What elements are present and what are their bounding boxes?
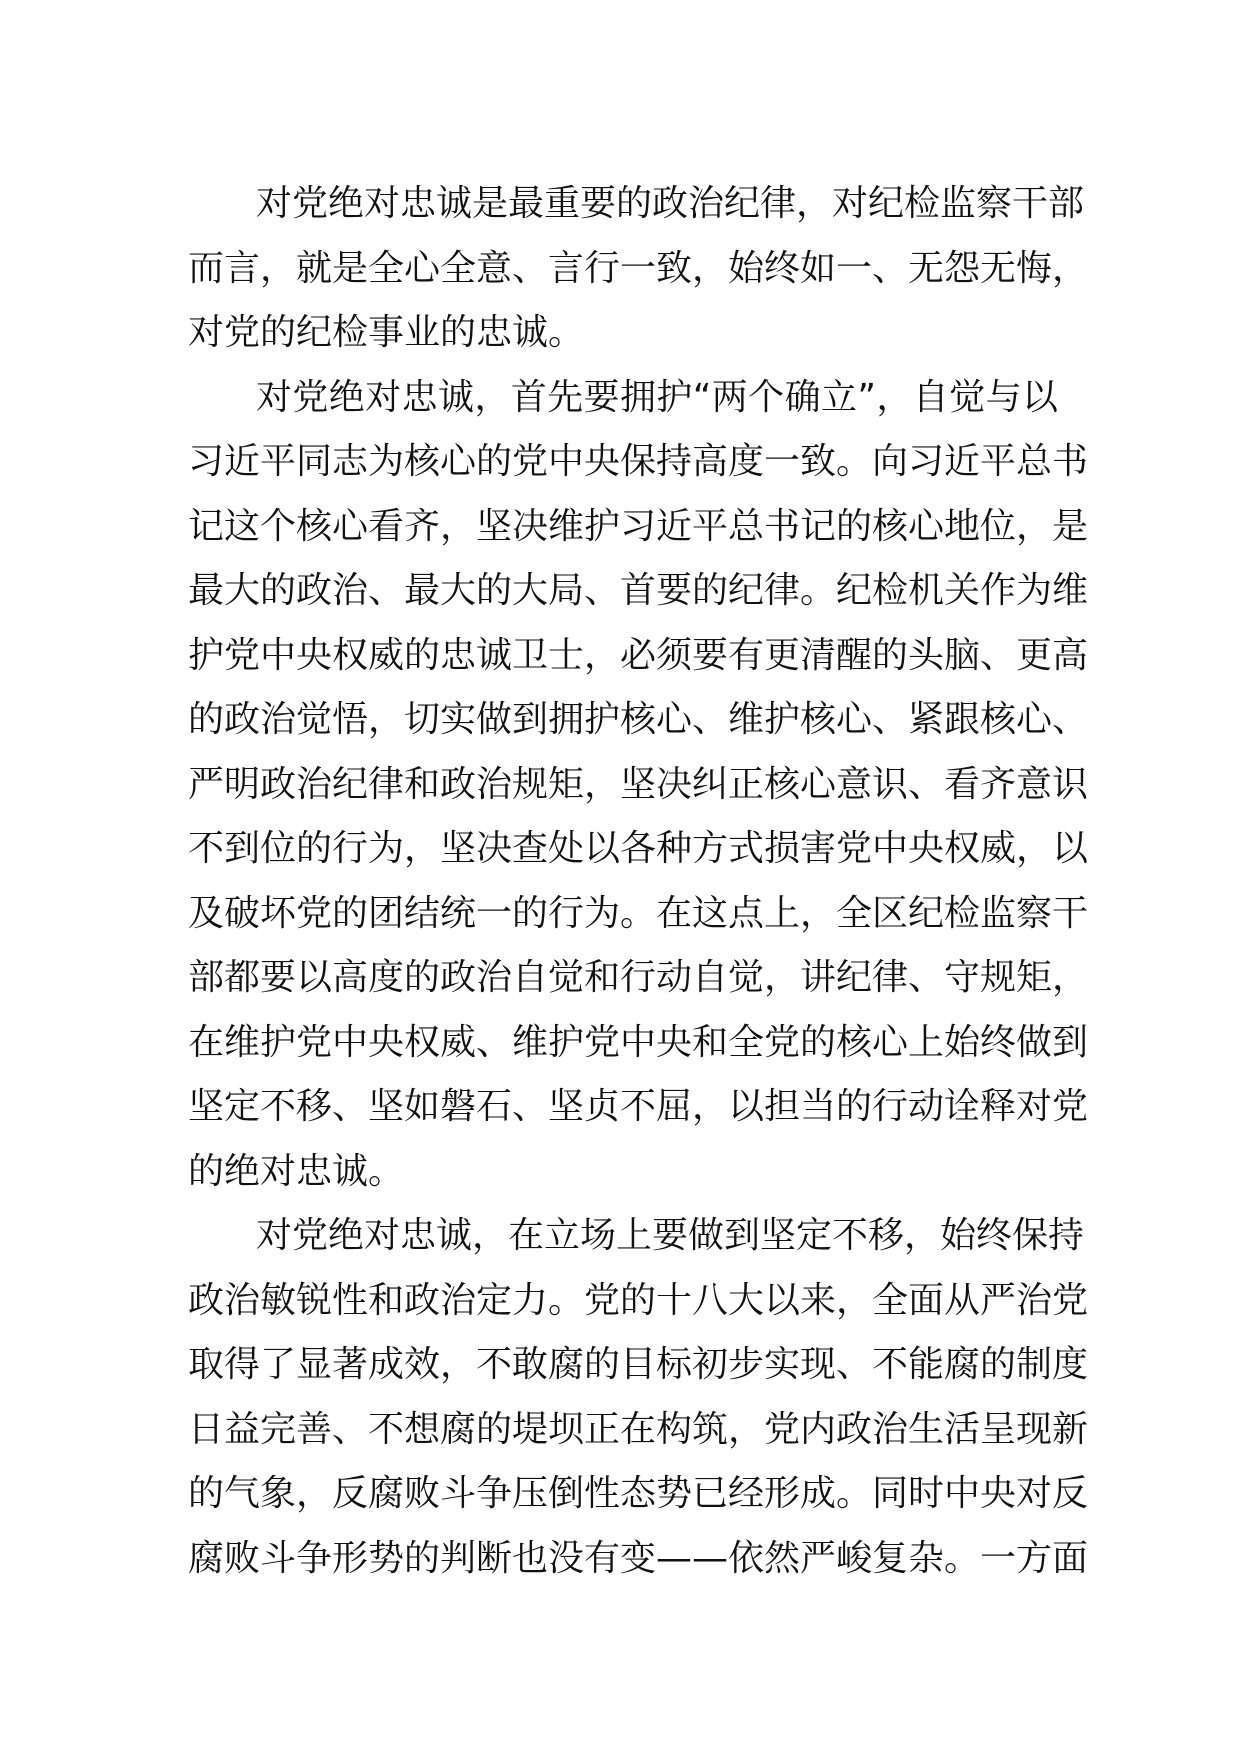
text-line: 及破坏党的团结统一的行为。在这点上，全区纪检监察干 [188, 892, 1089, 934]
text-line: 护党中央权威的忠诚卫士，必须要有更清醒的头脑、更高 [188, 634, 1089, 676]
text-line: 日益完善、不想腐的堤坝正在构筑，党内政治生活呈现新 [188, 1408, 1089, 1450]
text-line: 不到位的行为，坚决查处以各种方式损害党中央权威，以 [188, 828, 1089, 869]
text-line: 政治敏锐性和政治定力。党的十八大以来，全面从严治党 [188, 1279, 1089, 1321]
document-body [188, 172, 1089, 1591]
text-line: 对党绝对忠诚，首先要拥护“两个确立”，自觉与以 [256, 376, 1058, 418]
text-line: 对党的纪检事业的忠诚。 [188, 312, 585, 353]
text-line: 坚定不移、坚如磐石、坚贞不屈，以担当的行动诠释对党 [188, 1086, 1089, 1127]
text-line: 的绝对忠诚。 [188, 1150, 405, 1192]
text-line: 习近平同志为核心的党中央保持高度一致。向习近平总书 [188, 441, 1089, 482]
text-line: 的政治觉悟，切实做到拥护核心、维护核心、紧跟核心、 [188, 699, 1089, 740]
text-line: 对党绝对忠诚是最重要的政治纪律，对纪检监察干部 [256, 183, 1085, 224]
text-line: 腐败斗争形势的判断也没有变——依然严峻复杂。一方面 [188, 1537, 1089, 1579]
text-line: 取得了显著成效，不敢腐的目标初步实现、不能腐的制度 [188, 1344, 1089, 1385]
text-line: 而言，就是全心全意、言行一致，始终如一、无怨无悔， [188, 247, 1089, 289]
text-line: 的气象，反腐败斗争压倒性态势已经形成。同时中央对反 [188, 1473, 1089, 1514]
text-line: 部都要以高度的政治自觉和行动自觉，讲纪律、守规矩， [188, 957, 1089, 998]
text-line: 记这个核心看齐，坚决维护习近平总书记的核心地位，是 [188, 505, 1089, 547]
paragraph-1 [188, 172, 1089, 366]
text-line: 最大的政治、最大的大局、首要的纪律。纪检机关作为维 [188, 570, 1089, 611]
paragraph-2 [188, 366, 1089, 1205]
text-line: 对党绝对忠诚，在立场上要做到坚定不移，始终保持 [256, 1215, 1085, 1256]
text-line: 在维护党中央权威、维护党中央和全党的核心上始终做到 [188, 1021, 1089, 1063]
text-line: 严明政治纪律和政治规矩，坚决纠正核心意识、看齐意识 [188, 763, 1089, 805]
paragraph-3 [188, 1204, 1089, 1591]
